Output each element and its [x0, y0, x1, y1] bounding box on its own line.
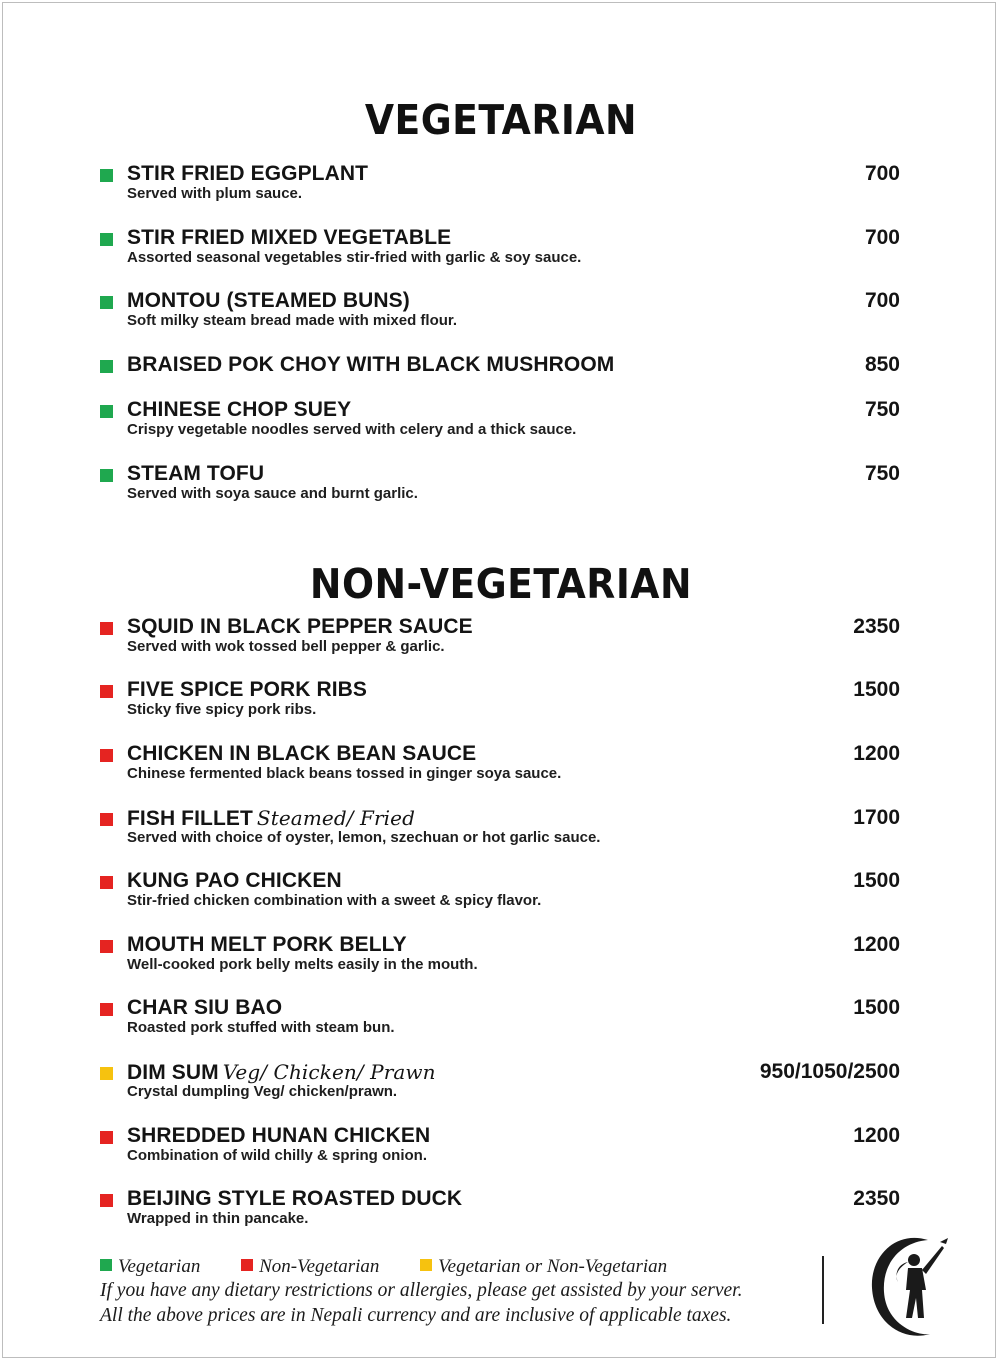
veg-marker-icon — [100, 405, 113, 418]
nonveg-marker-icon — [100, 749, 113, 762]
item-price: 1700 — [853, 806, 900, 829]
nonveg-marker-icon — [100, 813, 113, 826]
item-name — [127, 1124, 430, 1148]
item-price: 1200 — [853, 742, 900, 765]
veg-marker-icon — [100, 360, 113, 373]
menu-item-mouth-melt-pork-belly — [100, 933, 900, 988]
nonveg-marker-icon — [100, 1194, 113, 1207]
menu-item-char-siu-bao — [100, 996, 900, 1051]
menu-item-stir-fried-mixed-vegetable — [100, 226, 900, 281]
item-name-text: BRAISED POK CHOY WITH BLACK MUSHROOM — [127, 353, 615, 376]
item-description: Soft milky steam bread made with mixed flour. — [127, 312, 458, 329]
item-name-text: STIR FRIED EGGPLANT — [127, 162, 369, 185]
item-price: 750 — [864, 398, 900, 421]
item-price: 950/1050/2500 — [759, 1060, 900, 1083]
legend-veg-label: Vegetarian — [118, 1256, 201, 1277]
item-name-text: BEIJING STYLE ROASTED DUCK — [127, 1187, 463, 1210]
item-name-text: FIVE SPICE PORK RIBS — [127, 678, 368, 701]
item-name-text: CHICKEN IN BLACK BEAN SAUCE — [127, 742, 477, 765]
item-description: Well-cooked pork belly melts easily in the mouth. — [127, 956, 478, 973]
nonveg-marker-icon — [100, 876, 113, 889]
item-name — [127, 678, 367, 702]
item-description: Sticky five spicy pork ribs. — [127, 701, 317, 718]
item-name-text: MONTOU (STEAMED BUNS) — [127, 289, 410, 312]
menu-item-dim-sum — [100, 1060, 900, 1115]
item-description: Crispy vegetable noodles served with celery and a thick sauce. — [127, 421, 577, 438]
item-price: 1500 — [853, 869, 900, 892]
legend — [100, 1256, 800, 1330]
item-name — [127, 289, 410, 313]
nonveg-marker-icon — [100, 1003, 113, 1016]
nonveg-marker-icon — [100, 622, 113, 635]
item-preparation-options: Steamed/ Fried — [256, 806, 415, 830]
item-price: 2350 — [853, 1187, 900, 1210]
menu-item-stir-fried-eggplant — [100, 162, 900, 217]
item-name — [127, 162, 368, 186]
item-name — [127, 462, 264, 486]
item-description: Served with plum sauce. — [127, 185, 303, 202]
item-name — [127, 398, 351, 422]
nonveg-marker-icon — [100, 940, 113, 953]
item-name-text: SQUID IN BLACK PEPPER SAUCE — [127, 615, 473, 638]
menu-item-montou-steamed-buns — [100, 289, 900, 344]
both-marker-icon — [420, 1259, 432, 1271]
nonveg-marker-icon — [100, 685, 113, 698]
item-name-text: STEAM TOFU — [127, 462, 265, 485]
item-name-text: MOUTH MELT PORK BELLY — [127, 933, 407, 956]
item-name — [127, 806, 415, 831]
menu-item-five-spice-pork-ribs — [100, 678, 900, 733]
item-price: 700 — [864, 226, 900, 249]
veg-marker-icon — [100, 1259, 112, 1271]
item-name — [127, 742, 476, 766]
item-name-text: STIR FRIED MIXED VEGETABLE — [127, 226, 452, 249]
legend-both-label: Vegetarian or Non-Vegetarian — [438, 1256, 668, 1277]
item-price: 750 — [864, 462, 900, 485]
item-price: 700 — [864, 289, 900, 312]
item-description: Combination of wild chilly & spring onion. — [127, 1147, 427, 1164]
item-price: 700 — [864, 162, 900, 185]
footer-divider — [822, 1256, 824, 1324]
item-price: 1500 — [853, 996, 900, 1019]
item-name — [127, 996, 282, 1020]
item-price: 1500 — [853, 678, 900, 701]
item-description: Stir-fried chicken combination with a sweet & spicy flavor. — [127, 892, 542, 909]
nonveg-marker-icon — [241, 1259, 253, 1271]
item-name — [127, 226, 451, 250]
veg-marker-icon — [100, 469, 113, 482]
menu-item-fish-fillet — [100, 806, 900, 861]
item-name — [127, 1187, 462, 1211]
menu-item-beijing-style-roasted-duck — [100, 1187, 900, 1242]
item-price: 1200 — [853, 933, 900, 956]
item-name — [127, 869, 342, 893]
item-name — [127, 933, 407, 957]
item-description: Wrapped in thin pancake. — [127, 1210, 309, 1227]
menu-item-steam-tofu — [100, 462, 900, 517]
item-price: 1200 — [853, 1124, 900, 1147]
item-description: Assorted seasonal vegetables stir-fried with garlic & soy sauce. — [127, 249, 582, 266]
veg-marker-icon — [100, 296, 113, 309]
item-name — [127, 615, 473, 639]
legend-keys — [100, 1256, 800, 1280]
item-price: 2350 — [853, 615, 900, 638]
menu-item-kung-pao-chicken — [100, 869, 900, 924]
both-marker-icon — [100, 1067, 113, 1080]
item-name-text: KUNG PAO CHICKEN — [127, 869, 342, 892]
item-price: 850 — [864, 353, 900, 376]
menu-item-squid-in-black-pepper-sauce — [100, 615, 900, 670]
item-name — [127, 1060, 436, 1085]
item-preparation-options: Veg/ Chicken/ Prawn — [222, 1060, 436, 1084]
nonveg-marker-icon — [100, 1131, 113, 1144]
item-description: Served with soya sauce and burnt garlic. — [127, 485, 418, 502]
allergy-note: If you have any dietary restrictions or allergies, please get assisted by your server. — [100, 1280, 743, 1301]
legend-nonveg-label: Non-Vegetarian — [259, 1256, 380, 1277]
menu-item-chinese-chop-suey — [100, 398, 900, 453]
item-name-text: CHAR SIU BAO — [127, 996, 283, 1019]
item-description: Served with choice of oyster, lemon, szechuan or hot garlic sauce. — [127, 829, 601, 846]
item-description: Served with wok tossed bell pepper & garlic. — [127, 638, 445, 655]
legend-veg — [100, 1256, 200, 1278]
item-description: Chinese fermented black beans tossed in ginger soya sauce. — [127, 765, 562, 782]
item-name — [127, 353, 614, 377]
vegetarian-section-title: VEGETARIAN — [364, 96, 638, 144]
item-name-text: SHREDDED HUNAN CHICKEN — [127, 1124, 431, 1147]
item-name-text: DIM SUM — [127, 1061, 219, 1084]
menu-item-chicken-in-black-bean-sauce — [100, 742, 900, 797]
legend-nonveg — [241, 1256, 379, 1278]
item-description: Crystal dumpling Veg/ chicken/prawn. — [127, 1083, 398, 1100]
item-name-text: FISH FILLET — [127, 807, 253, 830]
veg-marker-icon — [100, 169, 113, 182]
legend-both — [420, 1256, 667, 1278]
item-name-text: CHINESE CHOP SUEY — [127, 398, 352, 421]
menu-item-shredded-hunan-chicken — [100, 1124, 900, 1179]
item-description: Roasted pork stuffed with steam bun. — [127, 1019, 395, 1036]
golfer-c-logo-icon — [868, 1226, 956, 1344]
currency-note: All the above prices are in Nepali currency and are inclusive of applicable taxes. — [100, 1305, 732, 1326]
non-vegetarian-section-title: NON-VEGETARIAN — [309, 560, 693, 608]
veg-marker-icon — [100, 233, 113, 246]
